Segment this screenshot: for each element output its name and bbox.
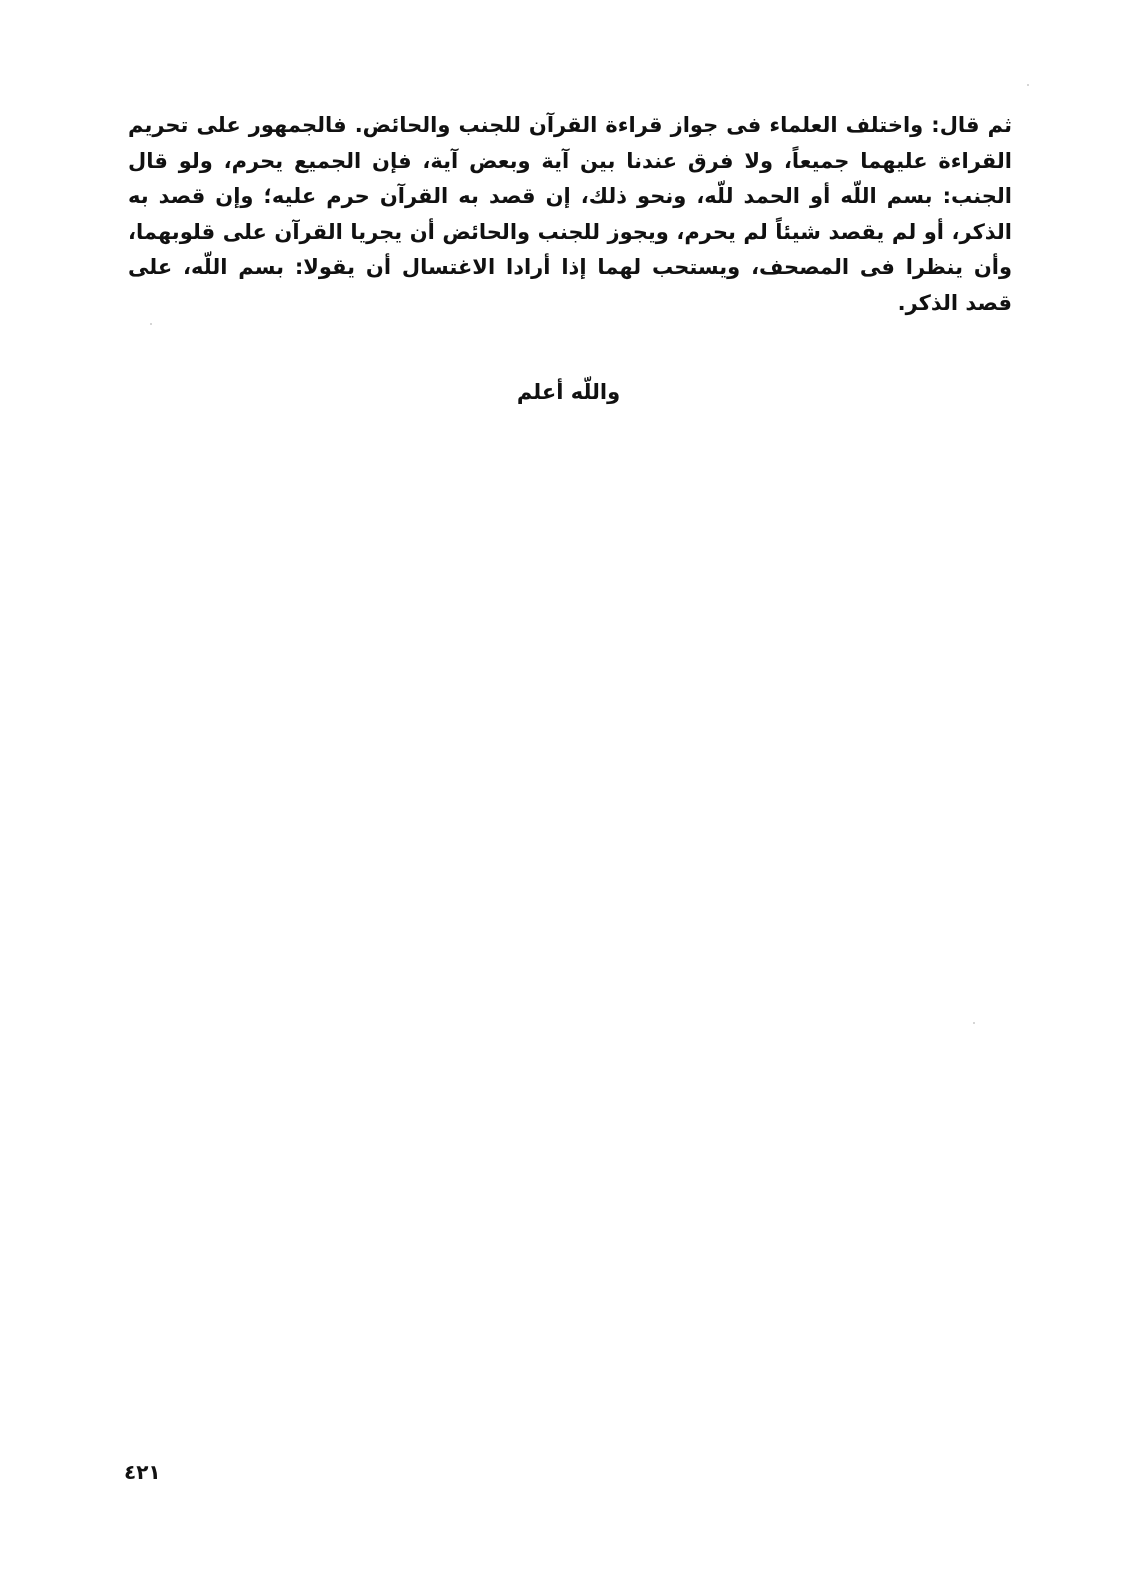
scan-speck bbox=[1027, 84, 1029, 86]
page-number: ٤٢١ bbox=[124, 1460, 161, 1484]
body-paragraph: ثم قال: واختلف العلماء فى جواز قراءة القرآن للجنب والحائض. فالجمهور على تحريم القراءة عليهما جميعاً، ولا فرق عندنا بين آية وبعض آية، فإن الجميع يحرم، ولو قال الجنب: بسم اللّه أو الحمد للّه، ونحو ذلك، إن قصد به القرآن حرم عليه؛ وإن قصد به الذكر، أو لم يقصد شيئاً لم يحرم، ويجوز للجنب والحائض أن يجريا القرآن على قلوبهما، وأن ينظرا فى المصحف، ويستحب لهما إذا أرادا الاغتسال أن يقولا: بسم اللّه، على قصد الذكر. bbox=[128, 113, 1012, 315]
scan-speck bbox=[973, 1022, 975, 1024]
closing-line: واللّه أعلم bbox=[516, 380, 621, 404]
scan-speck bbox=[150, 323, 152, 325]
